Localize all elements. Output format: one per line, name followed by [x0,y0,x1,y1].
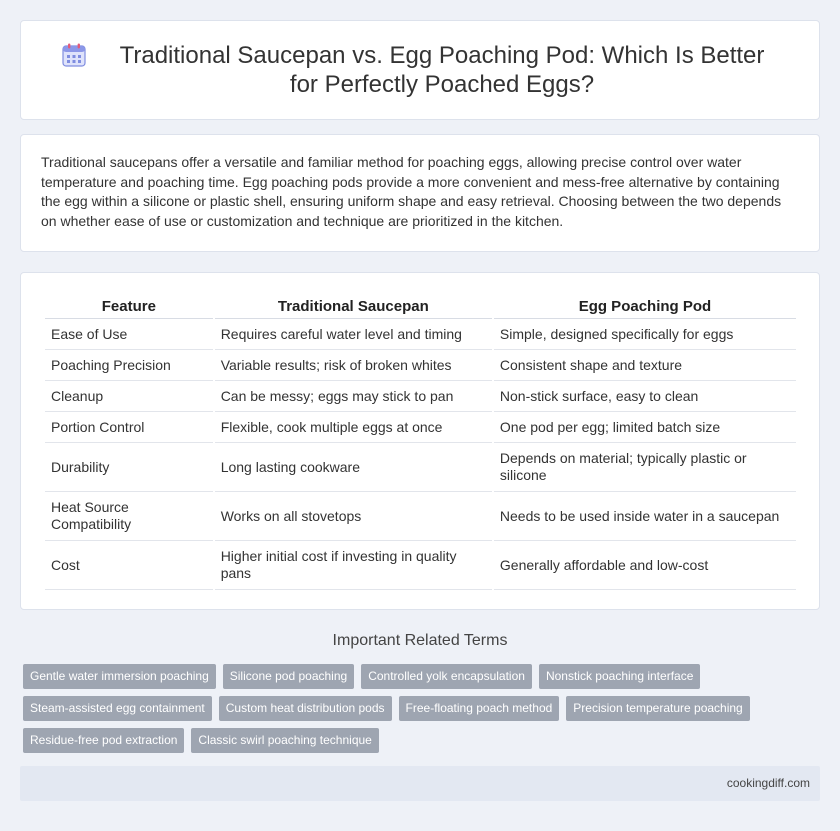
feature-cell: Ease of Use [45,319,213,350]
related-terms-title: Important Related Terms [332,632,508,649]
table-row [45,541,796,590]
feature-cell: Cleanup [45,381,213,412]
pod-cell: Non-stick surface, easy to clean [494,381,796,412]
tag-row [23,664,813,689]
pod-cell: Needs to be used inside water in a saucepan [494,492,796,541]
page-title: Traditional Saucepan vs. Egg Poaching Pod: Which Is Better for Perfectly Poached Eggs? [119,42,765,98]
saucepan-cell: Higher initial cost if investing in quality pans [215,541,492,590]
tag-link[interactable]: Silicone pod poaching [223,664,354,689]
tag-row [23,728,813,753]
intro-card [20,134,820,252]
feature-cell: Cost [45,541,213,590]
tag-link[interactable]: Steam-assisted egg containment [23,696,212,721]
saucepan-cell: Can be messy; eggs may stick to pan [215,381,492,412]
table-row [45,381,796,412]
comparison-table [43,293,798,590]
tag-link[interactable]: Precision temperature poaching [566,696,749,721]
tag-link[interactable]: Custom heat distribution pods [219,696,392,721]
pod-cell: Simple, designed specifically for eggs [494,319,796,350]
pod-cell: Generally affordable and low-cost [494,541,796,590]
feature-cell: Portion Control [45,412,213,443]
header-saucepan: Traditional Saucepan [215,293,492,319]
title-card [20,20,820,120]
table-row [45,350,796,381]
pod-cell: Depends on material; typically plastic or silicone [494,443,796,492]
calendar-icon [61,42,87,68]
table-row [45,319,796,350]
feature-cell: Durability [45,443,213,492]
tag-link[interactable]: Free-floating poach method [399,696,560,721]
footer-site-link[interactable]: cookingdiff.com [726,776,810,790]
saucepan-cell: Requires careful water level and timing [215,319,492,350]
comparison-card [20,272,820,610]
tag-link[interactable]: Classic swirl poaching technique [191,728,378,753]
related-terms-tags [23,664,813,760]
table-row [45,492,796,541]
table-row [45,412,796,443]
tag-link[interactable]: Nonstick poaching interface [539,664,700,689]
table-row [45,443,796,492]
header-feature: Feature [45,293,213,319]
pod-cell: One pod per egg; limited batch size [494,412,796,443]
tag-link[interactable]: Residue-free pod extraction [23,728,184,753]
header-pod: Egg Poaching Pod [494,293,796,319]
tag-link[interactable]: Gentle water immersion poaching [23,664,216,689]
saucepan-cell: Long lasting cookware [215,443,492,492]
tag-link[interactable]: Controlled yolk encapsulation [361,664,532,689]
footer [20,766,820,801]
feature-cell: Heat Source Compatibility [45,492,213,541]
saucepan-cell: Flexible, cook multiple eggs at once [215,412,492,443]
pod-cell: Consistent shape and texture [494,350,796,381]
feature-cell: Poaching Precision [45,350,213,381]
intro-paragraph: Traditional saucepans offer a versatile and familiar method for poaching eggs, allowing precise control over water temperature and poaching time. Egg poaching pods provide a more convenient and mess-free alternative by containing the egg within a silicone or plastic shell, ensuring uniform shape and easy retrieval. Choosing between the two depends on whether ease of use or customization and technique are prioritized in the kitchen. [41,154,782,229]
tag-row [23,696,813,721]
saucepan-cell: Variable results; risk of broken whites [215,350,492,381]
table-header-row [45,293,796,319]
saucepan-cell: Works on all stovetops [215,492,492,541]
